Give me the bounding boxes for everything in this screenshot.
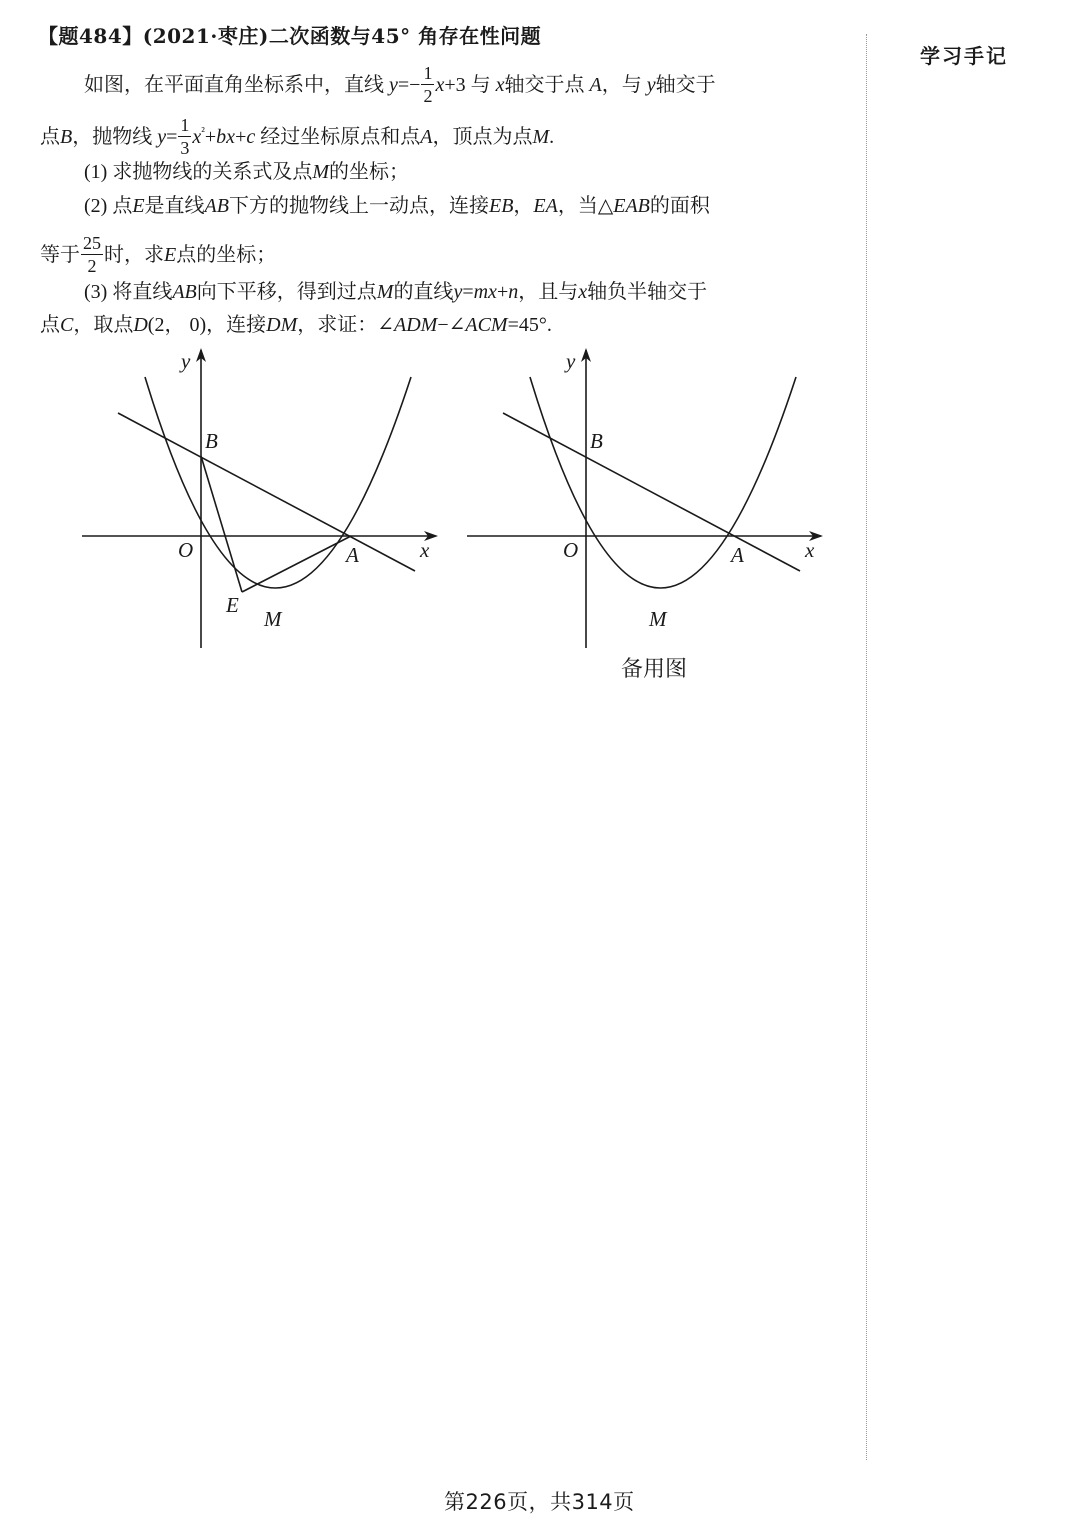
- label-b: B: [590, 429, 603, 453]
- question-2-line-2: 等于 $\frac{25}{2}$ 时，求E点的坐标；: [40, 233, 277, 276]
- question-1: (1) 求抛物线的关系式及点M的坐标；: [84, 161, 409, 183]
- notes-title: 学习手记: [920, 44, 1008, 68]
- question-2: (2) 点E是直线AB下方的抛物线上一动点，连接EB，EA，当△EAB的面积: [84, 195, 710, 217]
- problem-label: 【题484】: [38, 24, 143, 48]
- figure-2: [455, 340, 835, 660]
- label-x: x: [420, 538, 430, 562]
- label-o: O: [563, 538, 579, 562]
- question-3-line-2: 点C，取点D(2， 0)，连接DM，求证：∠ADM−∠ACM=45°.: [40, 314, 552, 336]
- figure-1: [70, 340, 450, 660]
- label-m: M: [649, 607, 667, 631]
- label-a: A: [731, 543, 744, 567]
- label-a: A: [346, 543, 359, 567]
- problem-source: (2021·枣庄): [142, 24, 269, 48]
- label-o: O: [178, 538, 194, 562]
- question-3: (3) 将直线AB向下平移，得到过点M的直线y=mx+n，且与x轴负半轴交于: [84, 281, 708, 303]
- label-x: x: [805, 538, 815, 562]
- label-m: M: [264, 607, 282, 631]
- label-y: y: [566, 349, 576, 373]
- problem-line-1: 如图，在平面直角坐标系中，直线 y=− $\frac{1}{2}$ x+3 与 x轴交于点 A，与 y轴交于: [84, 63, 716, 106]
- figure-2-caption: 备用图: [621, 657, 688, 682]
- label-y: y: [181, 349, 191, 373]
- fraction-one-third: $\frac{1}{3}$: [180, 115, 190, 158]
- problem-line-2: 点B，抛物线 y= $\frac{1}{3}$ $x^{^2}+bx+c$ 经过坐标原点和点A，顶点为点M.: [40, 115, 555, 158]
- notes-divider: [866, 34, 867, 1460]
- fraction-one-half: $\frac{1}{2}$: [423, 63, 433, 106]
- line-ab: [118, 413, 415, 571]
- label-e: E: [226, 593, 239, 617]
- fraction-25-over-2: $\frac{25}{2}$: [83, 233, 101, 276]
- problem-topic: 二次函数与45° 角存在性问题: [268, 24, 542, 48]
- page-footer: 第226页，共314页: [444, 1490, 635, 1514]
- line-ab: [503, 413, 800, 571]
- label-b: B: [205, 429, 218, 453]
- problem-title: [38, 20, 541, 49]
